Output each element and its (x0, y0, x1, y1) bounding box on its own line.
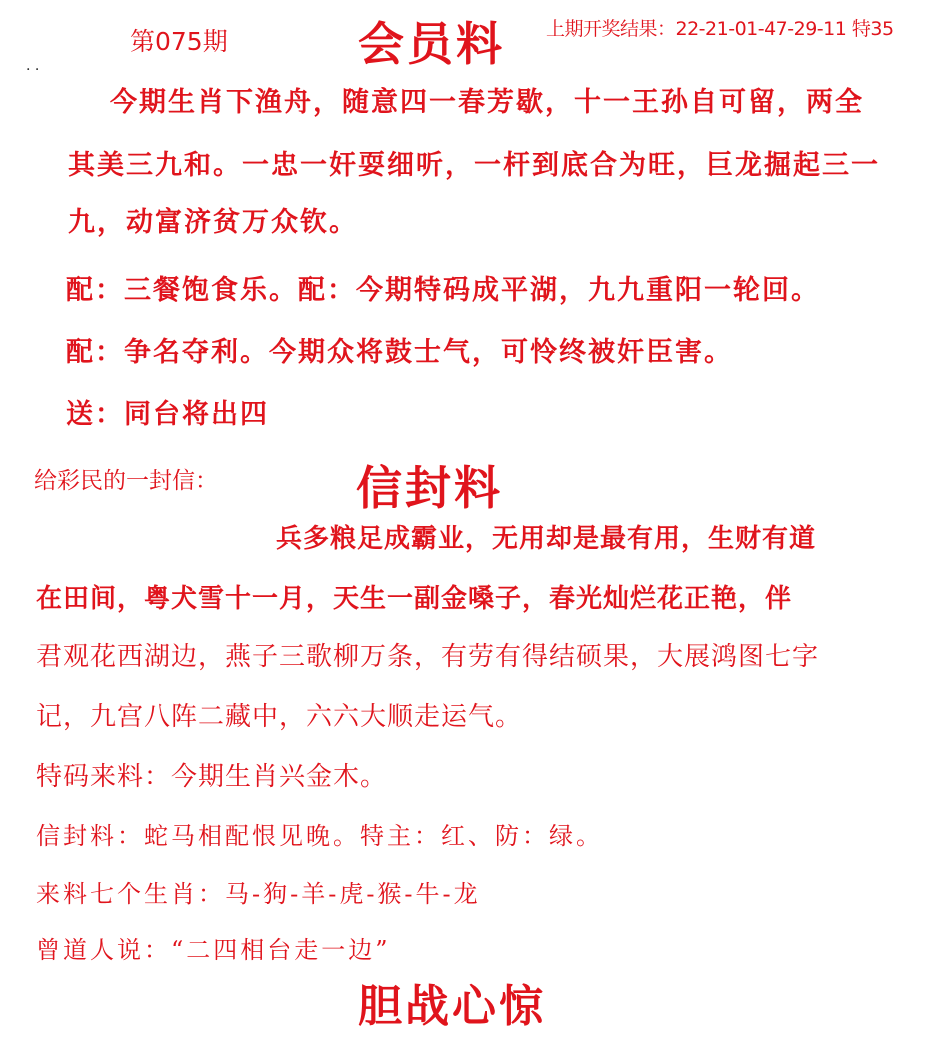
special-code-line: 特码来料：今期生肖兴金木。 (36, 762, 388, 792)
footer-title: 胆战心惊 (358, 981, 546, 1032)
last-draw-result: 上期开奖结果：22-21-01-47-29-11 特35 (546, 18, 894, 40)
quote-line: 曾道人说：“二四相台走一边” (36, 936, 391, 964)
envelope-summary: 信封料：蛇马相配恨见晚。特主：红、防：绿。 (36, 822, 603, 850)
poem-line-3: 九，动富济贫万众钦。 (68, 207, 358, 238)
member-title: 会员料 (358, 17, 505, 71)
letter-line-4: 记，九宫八阵二藏中，六六大顺走运气。 (36, 702, 523, 732)
letter-intro: 给彩民的一封信： (34, 468, 218, 494)
pairing-line-1: 配：三餐饱食乐。配：今期特码成平湖，九九重阳一轮回。 (66, 275, 820, 306)
letter-title: 信封料 (356, 461, 503, 515)
pairing-line-2: 配：争名夺利。今期众将鼓士气，可怜终被奸臣害。 (66, 337, 733, 368)
poem-line-1: 今期生肖下渔舟，随意四一春芳歇，十一王孙自可留，两全 (110, 87, 864, 118)
letter-line-3: 君观花西湖边，燕子三歌柳万条，有劳有得结硕果，大展鸿图七字 (36, 642, 820, 672)
issue-number: 第075期 (130, 27, 228, 56)
letter-line-1: 兵多粮足成霸业，无用却是最有用，生财有道 (276, 524, 817, 554)
gift-line: 送：同台将出四 (66, 399, 269, 430)
letter-line-2: 在田间，粤犬雪十一月，天生一副金嗓子，春光灿烂花正艳，伴 (36, 584, 793, 614)
seven-zodiac-line: 来料七个生肖：马-狗-羊-虎-猴-牛-龙 (36, 880, 481, 908)
poem-line-2: 其美三九和。一忠一奸耍细听，一杆到底合为旺，巨龙掘起三一 (68, 150, 880, 181)
corner-mark: . . (26, 58, 40, 74)
